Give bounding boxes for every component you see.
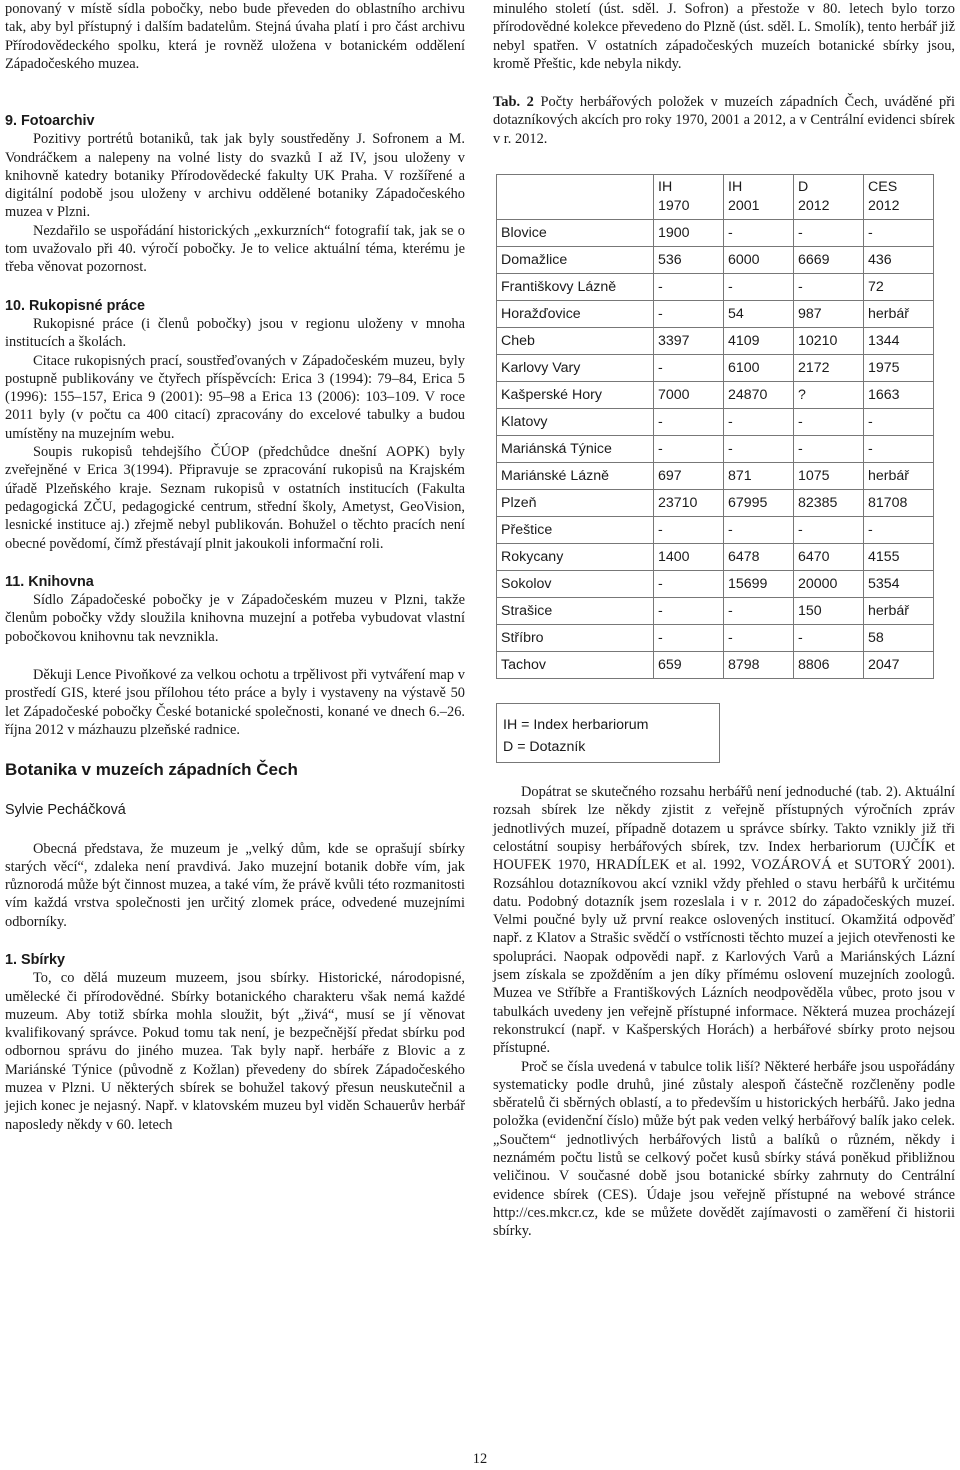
table-row xyxy=(497,274,934,301)
museum-name-cell: Domažlice xyxy=(497,247,654,274)
museum-name-cell: Mariánské Lázně xyxy=(497,463,654,490)
value-cell: 5354 xyxy=(864,571,934,598)
value-cell: - xyxy=(724,220,794,247)
museum-name-cell: Přeštice xyxy=(497,517,654,544)
value-cell: - xyxy=(864,409,934,436)
value-cell: - xyxy=(724,598,794,625)
paragraph: Sídlo Západočeské pobočky je v Západočeském muzeu v Plzni, takže členům pobočky vždy sloužila knihovna muzejní a potřeba vybudovat vlastní pobočkovou knihovnu tak nevznikla. xyxy=(5,592,465,645)
legend-item: IH = Index herbariorum xyxy=(503,717,649,734)
value-cell: 6478 xyxy=(724,544,794,571)
table-row xyxy=(497,301,934,328)
header-cell: IH 2001 xyxy=(724,175,794,220)
value-cell: - xyxy=(794,220,864,247)
header-cell-empty xyxy=(497,175,654,220)
article-title: Botanika v muzeích západních Čech xyxy=(5,760,298,780)
table-caption-label: Tab. 2 xyxy=(493,94,534,111)
value-cell: 81708 xyxy=(864,490,934,517)
spacer xyxy=(493,148,955,174)
acknowledgement: Děkuji Lence Pivoňkové za velkou ochotu a trpělivost při vytváření map v prostředí GIS, které jsou přílohou této práce a byly i vystaveny na výstavě 50 let Západočeské pobočky České botanické společnosti, konané ve dnech 6.–26. října 2012 v mázhauzu plzeňské radnice. xyxy=(5,667,465,738)
value-cell: - xyxy=(654,598,724,625)
value-cell: 24870 xyxy=(724,382,794,409)
spacer xyxy=(5,92,465,112)
header-cell: CES 2012 xyxy=(864,175,934,220)
museum-name-cell: Karlovy Vary xyxy=(497,355,654,382)
table-row xyxy=(497,490,934,517)
spacer xyxy=(493,73,955,93)
table-row xyxy=(497,382,934,409)
value-cell: 72 xyxy=(864,274,934,301)
table-legend xyxy=(496,703,720,763)
table-row xyxy=(497,409,934,436)
table-row xyxy=(497,625,934,652)
paragraph: Nezdařilo se uspořádání historických „exkurzních“ fotografií tak, jak se o tom uvažovalo při 40. výročí pobočky. Je to velice aktuální téma, kterému je třeba věnovat pozornost. xyxy=(5,222,465,276)
value-cell: 1663 xyxy=(864,382,934,409)
spacer xyxy=(5,781,465,801)
paragraph: minulého století (úst. sděl. J. Sofron) a přestože v 80. letech bylo torzo přírodovědné kolekce převedeno do Plzně (úst. sděl. L. Smolík), tento herbář již nebyl spatřen. V ostatních západočeských muzeích botanické sbírky jsou, kromě Přeštic, kde nebyla nikdy. xyxy=(493,1,955,72)
value-cell: 987 xyxy=(794,301,864,328)
value-cell: - xyxy=(794,409,864,436)
value-cell: 15699 xyxy=(724,571,794,598)
value-cell: 1075 xyxy=(794,463,864,490)
value-cell: - xyxy=(654,274,724,301)
value-cell: herbář xyxy=(864,463,934,490)
section-heading-knihovna: 11. Knihovna xyxy=(5,573,94,590)
value-cell: 1400 xyxy=(654,544,724,571)
value-cell: 10210 xyxy=(794,328,864,355)
value-cell: herbář xyxy=(864,301,934,328)
paragraph: ponovaný v místě sídla pobočky, nebo bude převeden do oblastního archivu tak, aby byl přístupný i dalším badatelům. Stejná úvaha platí i pro část archivu Přírodovědeckého spolku, která je rovněž uložena v botanickém oddělení Západočeského muzea. xyxy=(5,1,465,72)
section-heading-sbirky: 1. Sbírky xyxy=(5,951,65,968)
museum-name-cell: Klatovy xyxy=(497,409,654,436)
value-cell: - xyxy=(794,625,864,652)
value-cell: ? xyxy=(794,382,864,409)
header-cell: IH 1970 xyxy=(654,175,724,220)
value-cell: 67995 xyxy=(724,490,794,517)
value-cell: 8806 xyxy=(794,652,864,679)
value-cell: - xyxy=(654,517,724,544)
author: Sylvie Pecháčková xyxy=(5,802,126,819)
value-cell: - xyxy=(724,436,794,463)
paragraph: Pozitivy portrétů botaniků, tak jak byly soustředěny J. Sofronem a M. Vondráčkem a nalepeny na volné listy do svazků I až IV, jsou uloženy v knihovně katedry botaniky Přírodovědecké fakulty UK Praha. V rozšířené a digitální podobě jsou uloženy v archivu oddělené botaniky Západočeského muzea v Plzni. xyxy=(5,131,465,221)
table-row xyxy=(497,463,934,490)
value-cell: 20000 xyxy=(794,571,864,598)
value-cell: - xyxy=(654,625,724,652)
table-row xyxy=(497,220,934,247)
value-cell: 58 xyxy=(864,625,934,652)
value-cell: 6669 xyxy=(794,247,864,274)
value-cell: - xyxy=(654,409,724,436)
value-cell: - xyxy=(654,571,724,598)
value-cell: - xyxy=(724,625,794,652)
value-cell: - xyxy=(794,274,864,301)
museum-name-cell: Kašperské Hory xyxy=(497,382,654,409)
value-cell: 54 xyxy=(724,301,794,328)
section-heading-fotoarchiv: 9. Fotoarchiv xyxy=(5,113,95,129)
paragraph: Obecná představa, že muzeum je „velký dům, kde se oprašují sbírky starých věcí“, zdaleka není pravdivá. Jako muzejní botanik dobře vím, jak různorodá může být činnost muzea, a také vím, že právě kvůli této rozmanitosti vím každá vrstva společnosti jen určitý zlomek práce, odvedené muzejními odborníky. xyxy=(5,840,465,930)
value-cell: 871 xyxy=(724,463,794,490)
table-row xyxy=(497,598,934,625)
value-cell: 23710 xyxy=(654,490,724,517)
spacer xyxy=(5,739,465,759)
table-row xyxy=(497,652,934,679)
museum-name-cell: Františkovy Lázně xyxy=(497,274,654,301)
table-row xyxy=(497,328,934,355)
paragraph: To, co dělá muzeum muzeem, jsou sbírky. Historické, národopisné, umělecké či přírodovědné. Sbírky botanického charakteru však nemá každé muzeum. Aby totiž sbírka mohla sloužit, být „živá“, musí se jí věnovat kvalifikovaný správce. Pokud tomu tak není, je bezpečnější předat sbírku pod odbornou správu do jiného muzea. Tak byly např. herbáře z Blovic a z Mariánské Týnice (původně z Kožlan) převedeny do sbírek Západočeského muzea v Plzni. U některých sbírek se bohužel takový přesun neuskutečnil a jejich konec je nejasný. Např. v klatovském muzeu byl viděn Schauerův herbář naposledy někdy v 60. letech xyxy=(5,970,465,1133)
value-cell: 2172 xyxy=(794,355,864,382)
value-cell: 697 xyxy=(654,463,724,490)
value-cell: 1344 xyxy=(864,328,934,355)
spacer xyxy=(5,553,465,573)
table-row xyxy=(497,544,934,571)
spacer xyxy=(5,646,465,666)
value-cell: 4155 xyxy=(864,544,934,571)
value-cell: 536 xyxy=(654,247,724,274)
value-cell: 1975 xyxy=(864,355,934,382)
value-cell: 6000 xyxy=(724,247,794,274)
table-row xyxy=(497,247,934,274)
value-cell: - xyxy=(724,274,794,301)
table-row xyxy=(497,436,934,463)
value-cell: - xyxy=(654,436,724,463)
table-row xyxy=(497,355,934,382)
value-cell: - xyxy=(794,436,864,463)
value-cell: 6470 xyxy=(794,544,864,571)
value-cell: 2047 xyxy=(864,652,934,679)
herbarium-table xyxy=(496,174,934,679)
museum-name-cell: Horažďovice xyxy=(497,301,654,328)
value-cell: 1900 xyxy=(654,220,724,247)
page-number: 12 xyxy=(472,1451,488,1467)
table-row xyxy=(497,571,934,598)
value-cell: - xyxy=(724,409,794,436)
museum-name-cell: Mariánská Týnice xyxy=(497,436,654,463)
museum-name-cell: Tachov xyxy=(497,652,654,679)
value-cell: - xyxy=(654,355,724,382)
paragraph: Soupis rukopisů tehdejšího ČÚOP (předchůdce dnešní AOPK) byly zveřejněné v Erica 3(1994). Připravuje se zpracování rukopisů na Krajském úřadě Plzeňského kraje. Seznam rukopisů v ostatních institucích (Fakulta pedagogická ZČU, pedagogické centrum, střední školy, Ametyst, GeoVision, lesnické instituce aj.) zřejmě nebyl publikován. Bohužel o těchto pracích není obecné povědomí, čímž přestávají plnit jakoukoli informační roli. xyxy=(5,444,465,552)
table-caption-text: Počty herbářových položek v muzeích západních Čech, uváděné při dotazníkových akcích pro roky 1970, 2001 a 2012, a v Centrální evidenci sbírek v r. 2012. xyxy=(493,94,955,147)
value-cell: - xyxy=(794,517,864,544)
value-cell: - xyxy=(654,301,724,328)
section-heading-rukopisne-prace: 10. Rukopisné práce xyxy=(5,297,145,314)
right-column xyxy=(493,0,955,1241)
left-column xyxy=(5,0,465,1134)
museum-name-cell: Plzeň xyxy=(497,490,654,517)
museum-name-cell: Rokycany xyxy=(497,544,654,571)
spacer xyxy=(5,277,465,297)
legend-item: D = Dotazník xyxy=(503,739,586,756)
paragraph: Citace rukopisných prací, soustřeďovaných v Západočeském muzeu, byly postupně publikovány ve čtyřech příspěvcích: Erica 3 (1994): 79–84, Erica 5 (1996): 155–157, Erica 9 (2001): 95–98 a Erica 13 (2006): 103–109. V roce 2011 byly (v počtu ca 400 citací) zpracovány do excelové tabulky a budou umístěny na muzejním webu. xyxy=(5,352,465,442)
table-row xyxy=(497,517,934,544)
value-cell: - xyxy=(864,220,934,247)
spacer xyxy=(5,820,465,840)
paragraph: Dopátrat se skutečného rozsahu herbářů není jednoduché (tab. 2). Aktuální rozsah sbírek lze někdy zjistit z veřejně přístupných výročních zpráv jednotlivých muzeí, případně dotazem u správce sbírky. Takto vznikly již tři celostátní soupisy herbářových sbírek, tzv. Index herbariorum (UJČÍK et HOUFEK 1970, HRADÍLEK et al. 1992, VOZÁROVÁ et SUTORÝ 2001). Rozsáhlou dotazníkovou akcí vznikl vždy přehled o stavu herbářů k určitému datu. Podobný dotazník jsem rozeslala i v r. 2012 do západočeských muzeí. Velmi poučné byly už první reakce oslovených institucí. Okamžitá odpověď např. z Klatov a Strašic svědčí o vstřícnosti těchto muzeí a jejich otevřenosti ke spolupráci. Naopak odpovědi např. z Karlových Varů a Mariánských Lázní jsem získala se zpožděním a jen díky přímému oslovení muzejních zoologů. Muzea ve Stříbře a Františkových Lázních neodpověděla vůbec, proto jsou v tabulkách uvedeny jen veřejně přístupné informace. Některá muzea procházejí rekonstrukcí (např. v Kašperských Horách) a herbářové sbírky proto nejsou přístupné. xyxy=(493,784,955,1057)
value-cell: 436 xyxy=(864,247,934,274)
value-cell: - xyxy=(864,517,934,544)
museum-name-cell: Blovice xyxy=(497,220,654,247)
table-caption xyxy=(493,93,955,148)
value-cell: herbář xyxy=(864,598,934,625)
value-cell: 8798 xyxy=(724,652,794,679)
value-cell: 659 xyxy=(654,652,724,679)
value-cell: 7000 xyxy=(654,382,724,409)
spacer xyxy=(5,931,465,951)
value-cell: 150 xyxy=(794,598,864,625)
spacer xyxy=(493,763,955,783)
museum-name-cell: Stříbro xyxy=(497,625,654,652)
value-cell: 3397 xyxy=(654,328,724,355)
value-cell: 4109 xyxy=(724,328,794,355)
museum-name-cell: Cheb xyxy=(497,328,654,355)
header-cell: D 2012 xyxy=(794,175,864,220)
museum-name-cell: Strašice xyxy=(497,598,654,625)
museum-name-cell: Sokolov xyxy=(497,571,654,598)
spacer xyxy=(493,679,955,703)
paragraph: Rukopisné práce (i členů pobočky) jsou v regionu uloženy v mnoha institucích a školách. xyxy=(5,315,465,351)
value-cell: 6100 xyxy=(724,355,794,382)
table-header-row xyxy=(497,175,934,220)
paragraph: Proč se čísla uvedená v tabulce tolik liší? Některé herbáře jsou uspořádány systematicky podle druhů, jiné zůstaly alespoň částečně rozčleněny podle sběratelů či sběrných oblastí, a to především u historických herbářů. Jako jedna položka (evidenční číslo) může být pak veden velký herbářový balík jako celek. „Součtem“ jednotlivých herbářových listů a balíků o různém, někdy i neznámém počtu listů se celkový počet kusů sbírky stává poněkud přibližnou veličinou. V současné době jsou botanické sbírky zahrnuty do Centrální evidence sbírek (CES). Údaje jsou veřejně přístupné na webové stránce http://ces.mkcr.cz, kde se můžete dovědět zajímavosti o zaměření či historii sbírky. xyxy=(493,1058,955,1240)
value-cell: - xyxy=(724,517,794,544)
value-cell: - xyxy=(864,436,934,463)
value-cell: 82385 xyxy=(794,490,864,517)
